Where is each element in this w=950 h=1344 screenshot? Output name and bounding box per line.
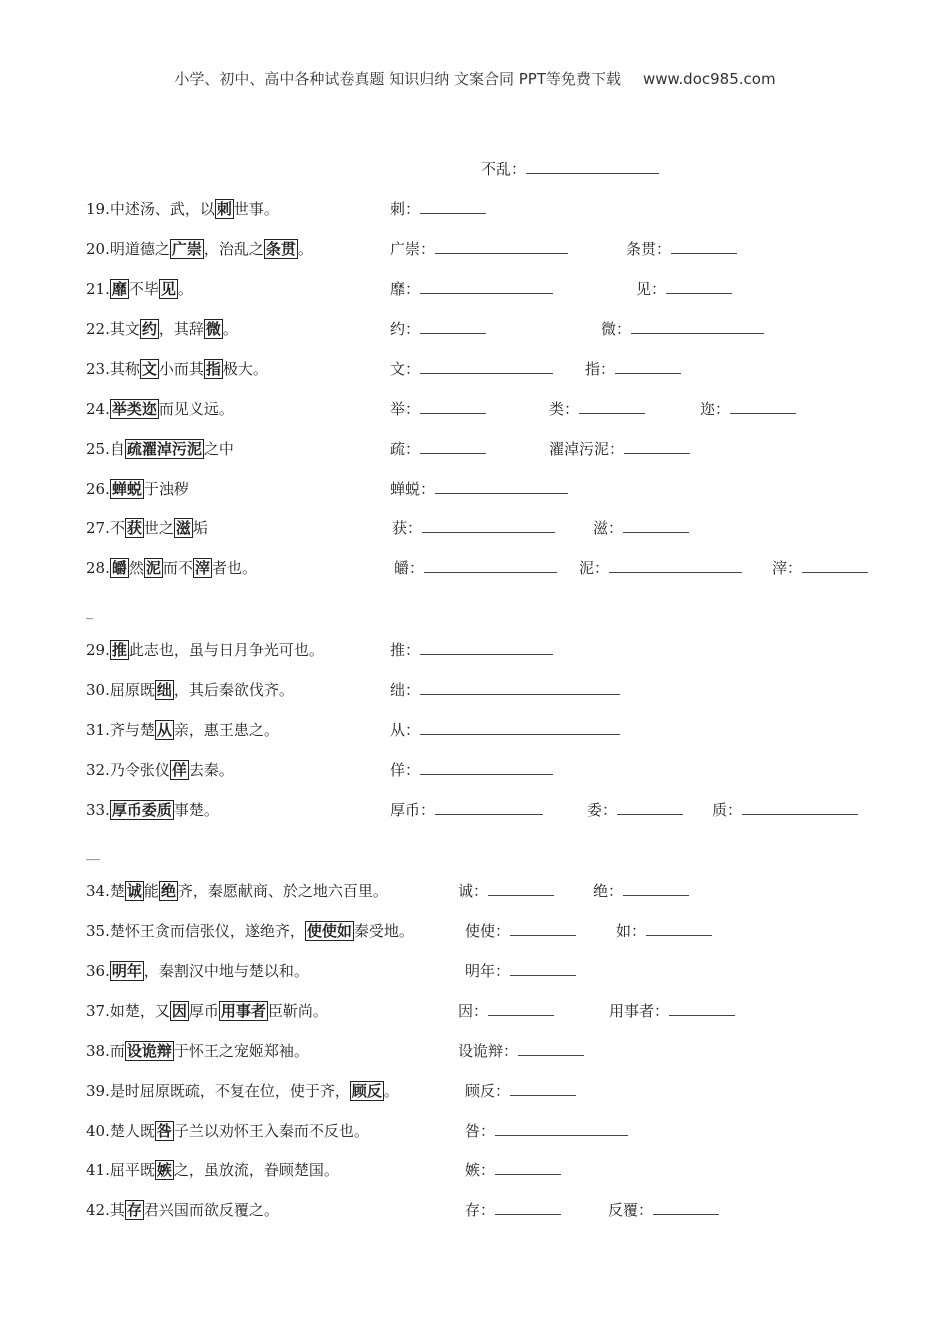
answer-blank[interactable] [420,439,486,454]
answer-blank[interactable] [510,1081,576,1096]
question-32: 32.乃令张仪 佯 去秦。 [86,761,234,779]
answer-25-1: 疏： [390,438,486,459]
answer-blank[interactable] [435,479,568,494]
keyword-box: 绝 [160,882,176,900]
answer-37-2: 用事者： [609,1000,735,1021]
keyword-box: 文 [141,360,157,378]
answer-blank[interactable] [518,1041,584,1056]
answer-30-1: 绌： [390,679,620,700]
question-30: 30.屈原既 绌 ，其后秦欲伐齐。 [86,681,294,699]
answer-28-3: 滓： [772,557,868,578]
answer-blank[interactable] [488,1001,554,1016]
keyword-box: 绌 [156,681,172,699]
keyword-box: 诚 [126,882,142,900]
answer-blank[interactable] [669,1001,735,1016]
answer-blank[interactable] [422,518,555,533]
answer-blank[interactable] [420,199,486,214]
keyword-box: 滋 [175,519,191,537]
question-39: 39.是时屈原既疏，不复在位，使于齐， 顾反 。 [86,1082,399,1100]
keyword-box: 嫉 [156,1161,172,1179]
answer-blank[interactable] [617,800,683,815]
keyword-box: 皭 [111,559,127,577]
answer-20-1: 广崇： [390,238,568,259]
answer-blank[interactable] [495,1121,628,1136]
question-34: 34.楚 诚 能 绝 齐，秦愿献商、於之地六百里。 [86,882,388,900]
answer-blank[interactable] [526,159,659,174]
answer-blank[interactable] [420,760,553,775]
keyword-box: 厚币委质 [111,801,172,819]
keyword-box: 靡 [111,280,127,298]
answer-35-1: 使使： [465,920,576,941]
keyword-box: 举类迩 [111,400,157,418]
answer-blank[interactable] [420,399,486,414]
answer-blank[interactable] [435,239,568,254]
stray-underscore: _ [86,604,93,620]
keyword-box: 指 [205,360,221,378]
question-42: 42.其 存 君兴国而欲反覆之。 [86,1201,279,1219]
answer-42-2: 反覆： [608,1199,719,1220]
keyword-box: 顾反 [351,1082,382,1100]
answer-31-1: 从： [390,719,620,740]
keyword-box: 滓 [194,559,210,577]
answer-blank[interactable] [495,1200,561,1215]
question-23: 23.其称 文 小而其 指 极大。 [86,360,268,378]
keyword-box: 泥 [145,559,161,577]
answer-blank[interactable] [420,680,620,695]
question-41: 41.屈平既 嫉 之，虽放流，眷顾楚国。 [86,1161,339,1179]
answer-blank[interactable] [579,399,645,414]
answer-blank[interactable] [666,279,732,294]
answer-blank[interactable] [615,359,681,374]
answer-blank[interactable] [510,921,576,936]
question-33: 33. 厚币委质 事楚。 [86,801,219,819]
question-36: 36. 明年 ，秦割汉中地与楚以和。 [86,962,309,980]
question-24: 24. 举类迩 而见义远。 [86,400,234,418]
answer-40-1: 咎： [465,1120,628,1141]
question-20: 20.明道德之 广崇 ，治乱之 条贯 。 [86,240,313,258]
keyword-box: 使使如 [306,922,352,940]
answer-blank[interactable] [609,558,742,573]
answer-34-1: 诚： [458,880,554,901]
answer-23-2: 指： [585,358,681,379]
answer-41-1: 嫉： [465,1159,561,1180]
answer-blank[interactable] [424,558,557,573]
answer-39-1: 顾反： [465,1080,576,1101]
answer-blank[interactable] [420,720,620,735]
keyword-box: 设诡辩 [126,1042,172,1060]
answer-24-1: 举： [390,398,486,419]
answer-19-1: 刺： [390,198,486,219]
answer-28-2: 泥： [579,557,742,578]
question-26: 26. 蝉蜕 于浊秽 [86,480,189,498]
answer-blank[interactable] [623,881,689,896]
answer-blank[interactable] [671,239,737,254]
answer-blank[interactable] [802,558,868,573]
question-38: 38.而 设诡辩 于怀王之宠姬郑袖。 [86,1042,309,1060]
header-text: 小学、初中、高中各种试卷真题 知识归纳 文案合同 PPT等免费下载 [174,70,621,88]
answer-24-3: 迩： [700,398,796,419]
answer-blank[interactable] [420,640,553,655]
keyword-box: 微 [205,320,221,338]
page-header [0,68,950,89]
answer-34-2: 绝： [593,880,689,901]
answer-26-1: 蝉蜕： [390,478,568,499]
answer-blank[interactable] [495,1160,561,1175]
keyword-box: 刺 [216,200,232,218]
keyword-box: 从 [156,721,172,739]
answer-21-1: 靡： [390,278,553,299]
answer-22-2: 微： [601,318,764,339]
keyword-box: 蝉蜕 [111,480,142,498]
answer-blank[interactable] [435,800,543,815]
question-35: 35.楚怀王贪而信张仪，遂绝齐， 使使如 秦受地。 [86,922,414,940]
keyword-box: 约 [141,320,157,338]
header-site: www.doc985.com [642,70,776,88]
stray-underscore: __ [86,845,100,861]
keyword-box: 条贯 [265,240,296,258]
answer-21-2: 见： [636,278,732,299]
answer-blank[interactable] [653,1200,719,1215]
answer-24-2: 类： [549,398,645,419]
answer-29-1: 推： [390,639,553,660]
keyword-box: 见 [160,280,176,298]
answer-42-1: 存： [465,1199,561,1220]
answer-35-2: 如： [616,920,712,941]
answer-27-2: 滋： [593,517,689,538]
question-29: 29. 推 此志也，虽与日月争光可也。 [86,641,324,659]
keyword-box: 广崇 [171,240,202,258]
answer-blank[interactable] [624,439,690,454]
keyword-box: 获 [126,519,142,537]
keyword-box: 因 [171,1002,187,1020]
keyword-box: 明年 [111,962,142,980]
answer-blank[interactable] [742,800,858,815]
answer-blank[interactable] [420,359,553,374]
answer-23-1: 文： [390,358,553,379]
answer-32-1: 佯： [390,759,553,780]
answer-blank[interactable] [730,399,796,414]
question-19: 19.中述汤、武，以 刺 世事。 [86,200,279,218]
answer-blank[interactable] [623,518,689,533]
question-21: 21. 靡 不毕 见 。 [86,280,193,298]
answer-20-2: 条贯： [626,238,737,259]
question-22: 22.其文 约 ，其辞 微 。 [86,320,238,338]
answer-27-1: 获： [392,517,555,538]
answer-33-3: 质： [712,799,858,820]
answer-37-1: 因： [458,1000,554,1021]
keyword-box: 佯 [171,761,187,779]
answer-blank[interactable] [631,319,764,334]
question-25: 25.自 疏濯淖污泥 之中 [86,440,234,458]
answer-28-1: 皭： [394,557,557,578]
keyword-box: 推 [111,641,127,659]
answer-25-2: 濯淖污泥： [549,438,690,459]
keyword-box: 存 [126,1201,142,1219]
answer-blank[interactable] [510,961,576,976]
keyword-box: 咎 [156,1122,172,1140]
keyword-box: 疏濯淖污泥 [126,440,202,458]
question-31: 31.齐与楚 从 亲，惠王患之。 [86,721,279,739]
answer-38-1: 设诡辩： [458,1040,584,1061]
answer-36-1: 明年： [465,960,576,981]
keyword-box: 用事者 [220,1002,266,1020]
question-27: 27.不 获 世之 滋 垢 [86,519,208,537]
answer-blank[interactable] [646,921,712,936]
answer-33-1: 厚币： [390,799,543,820]
answer-33-2: 委： [587,799,683,820]
answer-blank[interactable] [488,881,554,896]
answer-buluan: 不乱： [481,158,659,179]
answer-22-1: 约： [390,318,486,339]
question-37: 37.如楚，又 因 厚币 用事者 臣靳尚。 [86,1002,328,1020]
answer-blank[interactable] [420,319,486,334]
question-28: 28. 皭 然 泥 而不 滓 者也。 [86,559,257,577]
question-40: 40.楚人既 咎 子兰以劝怀王入秦而不反也。 [86,1122,369,1140]
answer-blank[interactable] [420,279,553,294]
